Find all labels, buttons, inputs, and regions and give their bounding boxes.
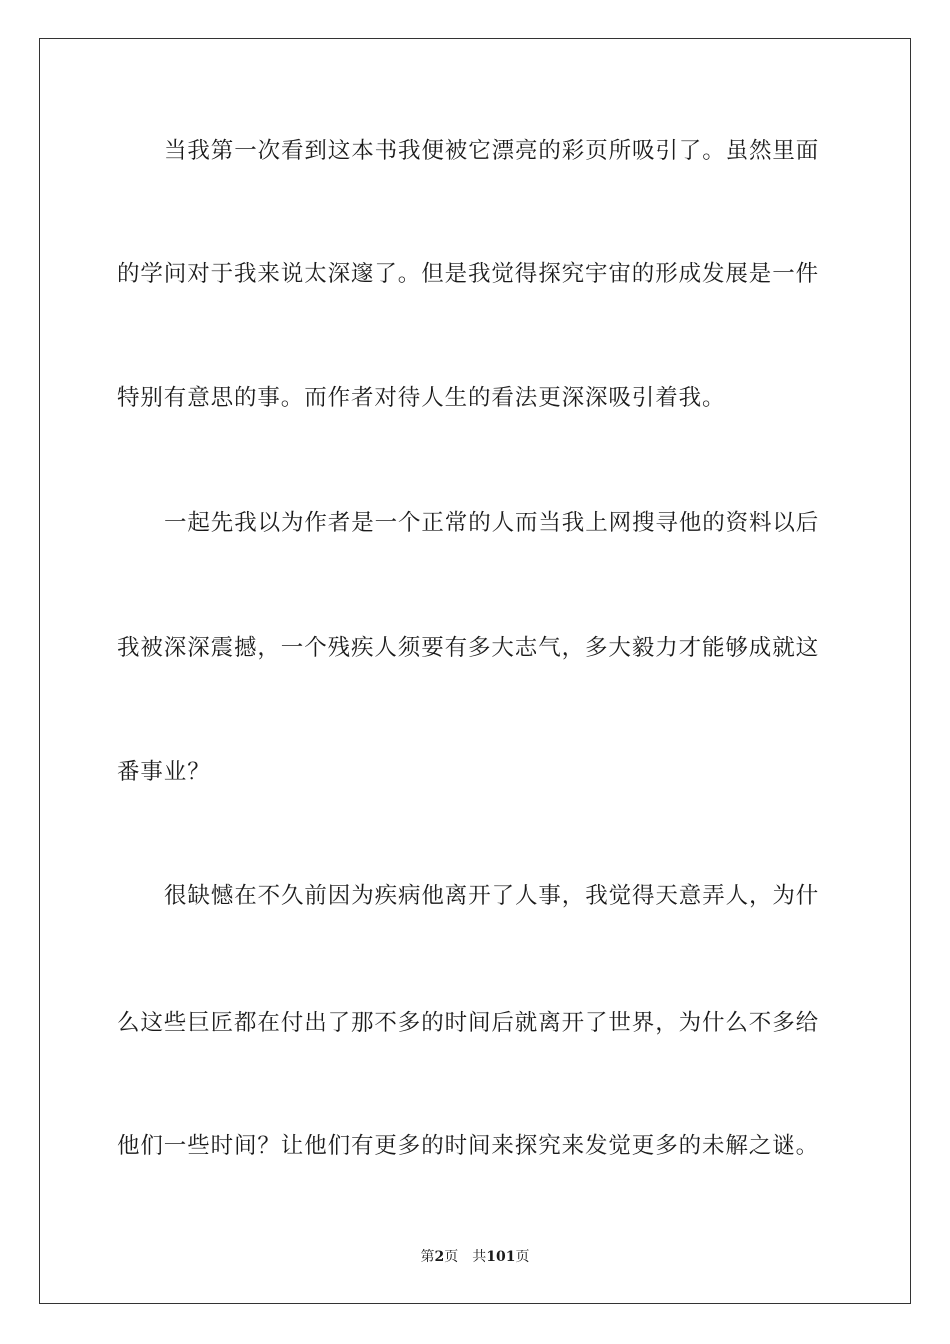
page-prefix: 第 <box>420 1249 435 1265</box>
paragraph-2-line-2: 我被深深震撼，一个残疾人须要有多大志气，多大毅力才能够成就这 <box>117 635 820 661</box>
page-border <box>39 38 911 1304</box>
paragraph-1-line-2: 的学问对于我来说太深邃了。但是我觉得探究宇宙的形成发展是一件 <box>117 261 820 287</box>
page-suffix: 页 <box>444 1249 459 1265</box>
page-number: 2 <box>434 1249 445 1265</box>
total-pages: 101 <box>486 1249 516 1265</box>
total-prefix: 共 <box>472 1249 487 1265</box>
paragraph-3-line-2: 么这些巨匠都在付出了那不多的时间后就离开了世界，为什么不多给 <box>117 1010 820 1036</box>
paragraph-2-line-1: 一起先我以为作者是一个正常的人而当我上网搜寻他的资料以后 <box>164 510 820 536</box>
page-footer <box>0 1247 950 1267</box>
paragraph-3-line-1: 很缺憾在不久前因为疾病他离开了人事，我觉得天意弄人，为什 <box>164 883 820 909</box>
paragraph-3-line-3: 他们一些时间？让他们有更多的时间来探究来发觉更多的未解之谜。 <box>117 1133 820 1159</box>
paragraph-1-line-1: 当我第一次看到这本书我便被它漂亮的彩页所吸引了。虽然里面 <box>164 138 820 164</box>
paragraph-1-line-3: 特别有意思的事。而作者对待人生的看法更深深吸引着我。 <box>117 385 726 411</box>
paragraph-2-line-3: 番事业？ <box>117 759 211 785</box>
total-suffix: 页 <box>515 1249 530 1265</box>
